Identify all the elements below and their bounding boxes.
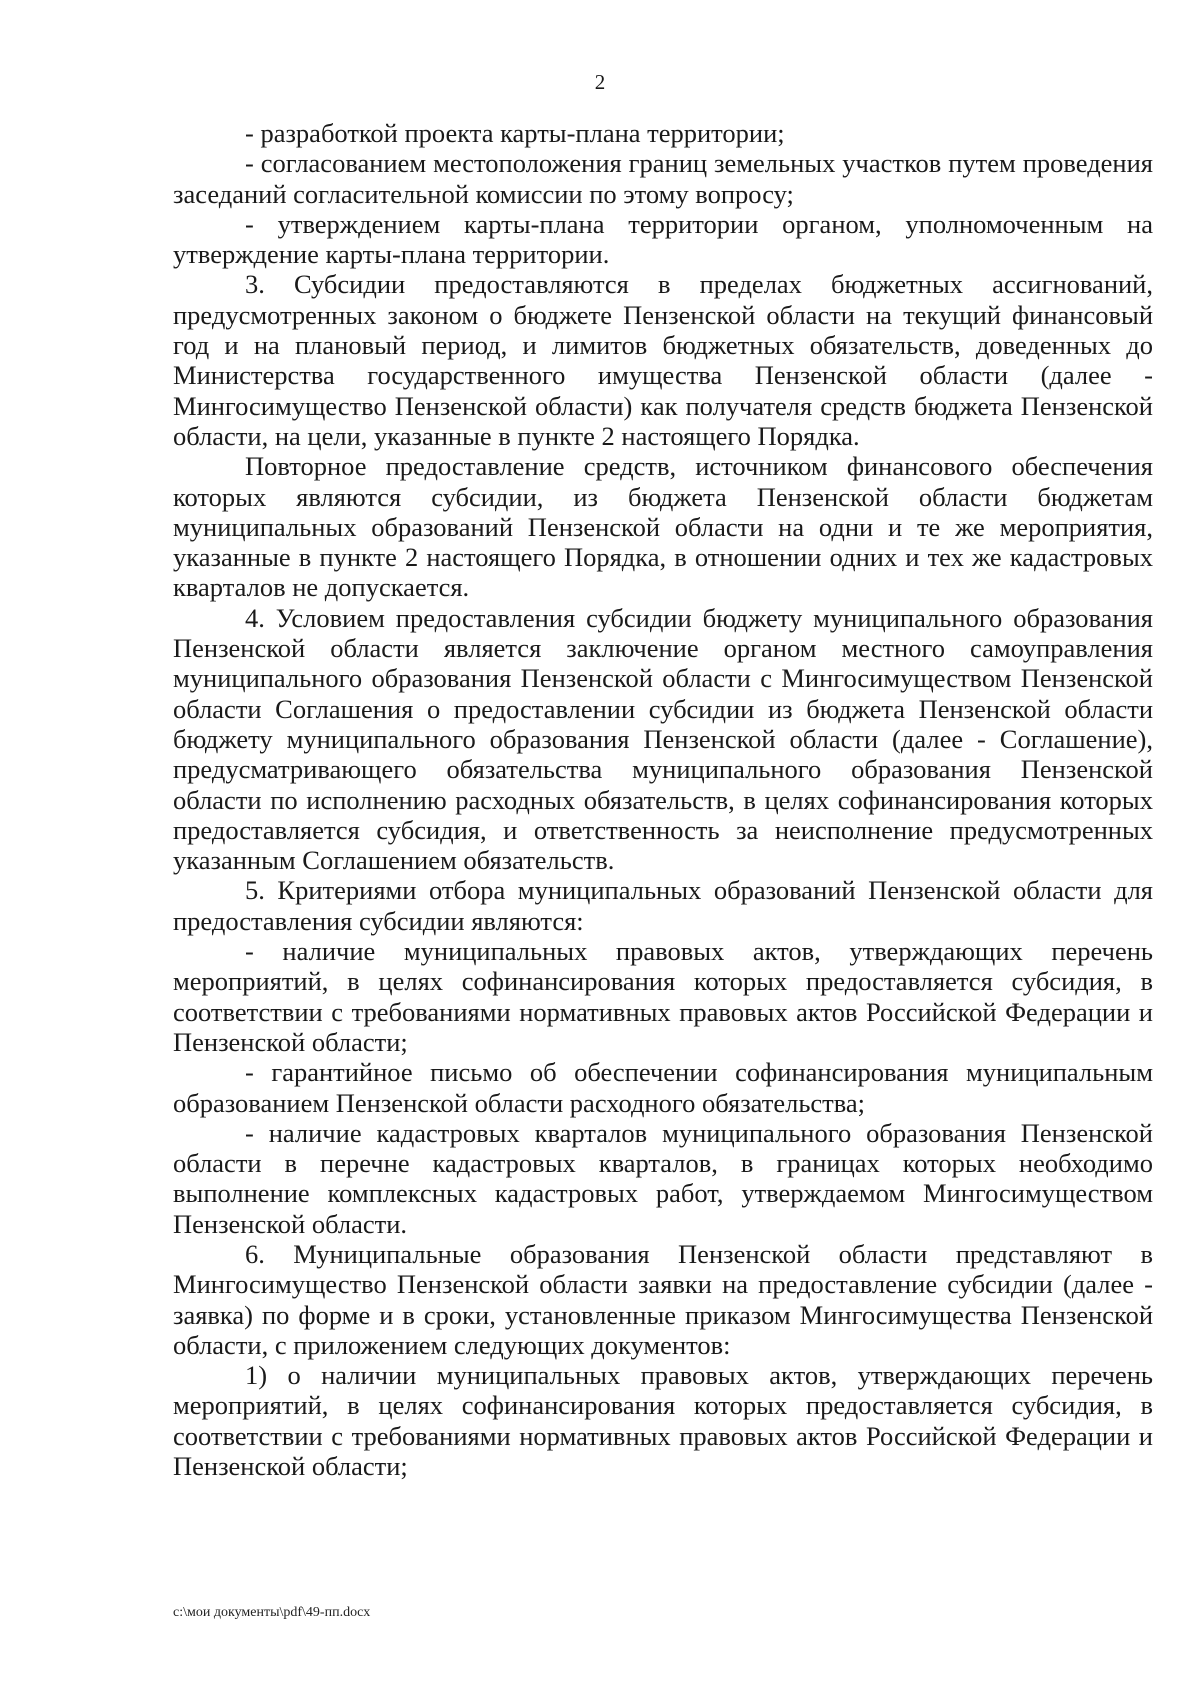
paragraph-3: - утверждением карты-плана территории органом, уполномоченным на утверждение карты-плана территории. [173,208,1153,270]
file-path-footer: c:\мои документы\pdf\49-пп.docx [173,1605,371,1620]
paragraph-11: 6. Муниципальные образования Пензенской области представляют в Мингосимущество Пензенской области заявки на предоставление субсидии (далее - заявка) по форме и в сроки, установленные приказом Мингосимущества Пензенской области, с приложением следующих документов: [173,1238,1153,1360]
paragraph-6: 4. Условием предоставления субсидии бюджету муниципального образования Пензенской области является заключение органом местного самоуправления муниципального образования Пензенской области с Мингосимуществом Пензенской области Соглашения о предоставлении субсидии из бюджета Пензенской области бюджету муниципального образования Пензенской области (далее - Соглашение), предусматривающего обязательства муниципального образования Пензенской области по исполнению расходных обязательств, в целях софинансирования которых предоставляется субсидия, и ответственность за неисполнение предусмотренных указанным Соглашением обязательств. [173,602,1153,876]
paragraph-5: Повторное предоставление средств, источником финансового обеспечения которых являются субсидии, из бюджета Пензенской области бюджетам муниципальных образований Пензенской области на одни и те же мероприятия, указанные в пункте 2 настоящего Порядка, в отношении одних и тех же кадастровых кварталов не допускается. [173,451,1153,603]
paragraph-1: - разработкой проекта карты-плана территории; [245,118,785,148]
page-number: 2 [594,70,606,94]
paragraph-7: 5. Критериями отбора муниципальных образований Пензенской области для предоставления субсидии являются: [173,875,1153,936]
paragraph-10: - наличие кадастровых кварталов муниципального образования Пензенской области в перечне кадастровых кварталов, в границах которых необходимо выполнение комплексных кадастровых работ, утверждаемом Мингосимуществом Пензенской области. [173,1117,1153,1239]
paragraph-4: 3. Субсидии предоставляются в пределах бюджетных ассигнований, предусмотренных законом о бюджете Пензенской области на текущий финансовый год и на плановый период, и лимитов бюджетных обязательств, доведенных до Министерства государственного имущества Пензенской области (далее - Мингосимущество Пензенской области) как получателя средств бюджета Пензенской области, на цели, указанные в пункте 2 настоящего Порядка. [173,269,1153,451]
paragraph-8: - наличие муниципальных правовых актов, утверждающих перечень мероприятий, в целях софинансирования которых предоставляется субсидия, в соответствии с требованиями нормативных правовых актов Российской Федерации и Пензенской области; [173,936,1153,1057]
document-body [173,118,1153,1481]
paragraph-9: - гарантийное письмо об обеспечении софинансирования муниципальным образованием Пензенской области расходного обязательства; [173,1057,1153,1118]
paragraph-2: - согласованием местоположения границ земельных участков путем проведения заседаний согласительной комиссии по этому вопросу; [173,148,1153,209]
paragraph-12: 1) о наличии муниципальных правовых актов, утверждающих перечень мероприятий, в целях софинансирования которых предоставляется субсидия, в соответствии с требованиями нормативных правовых актов Российской Федерации и Пензенской области; [173,1360,1153,1482]
